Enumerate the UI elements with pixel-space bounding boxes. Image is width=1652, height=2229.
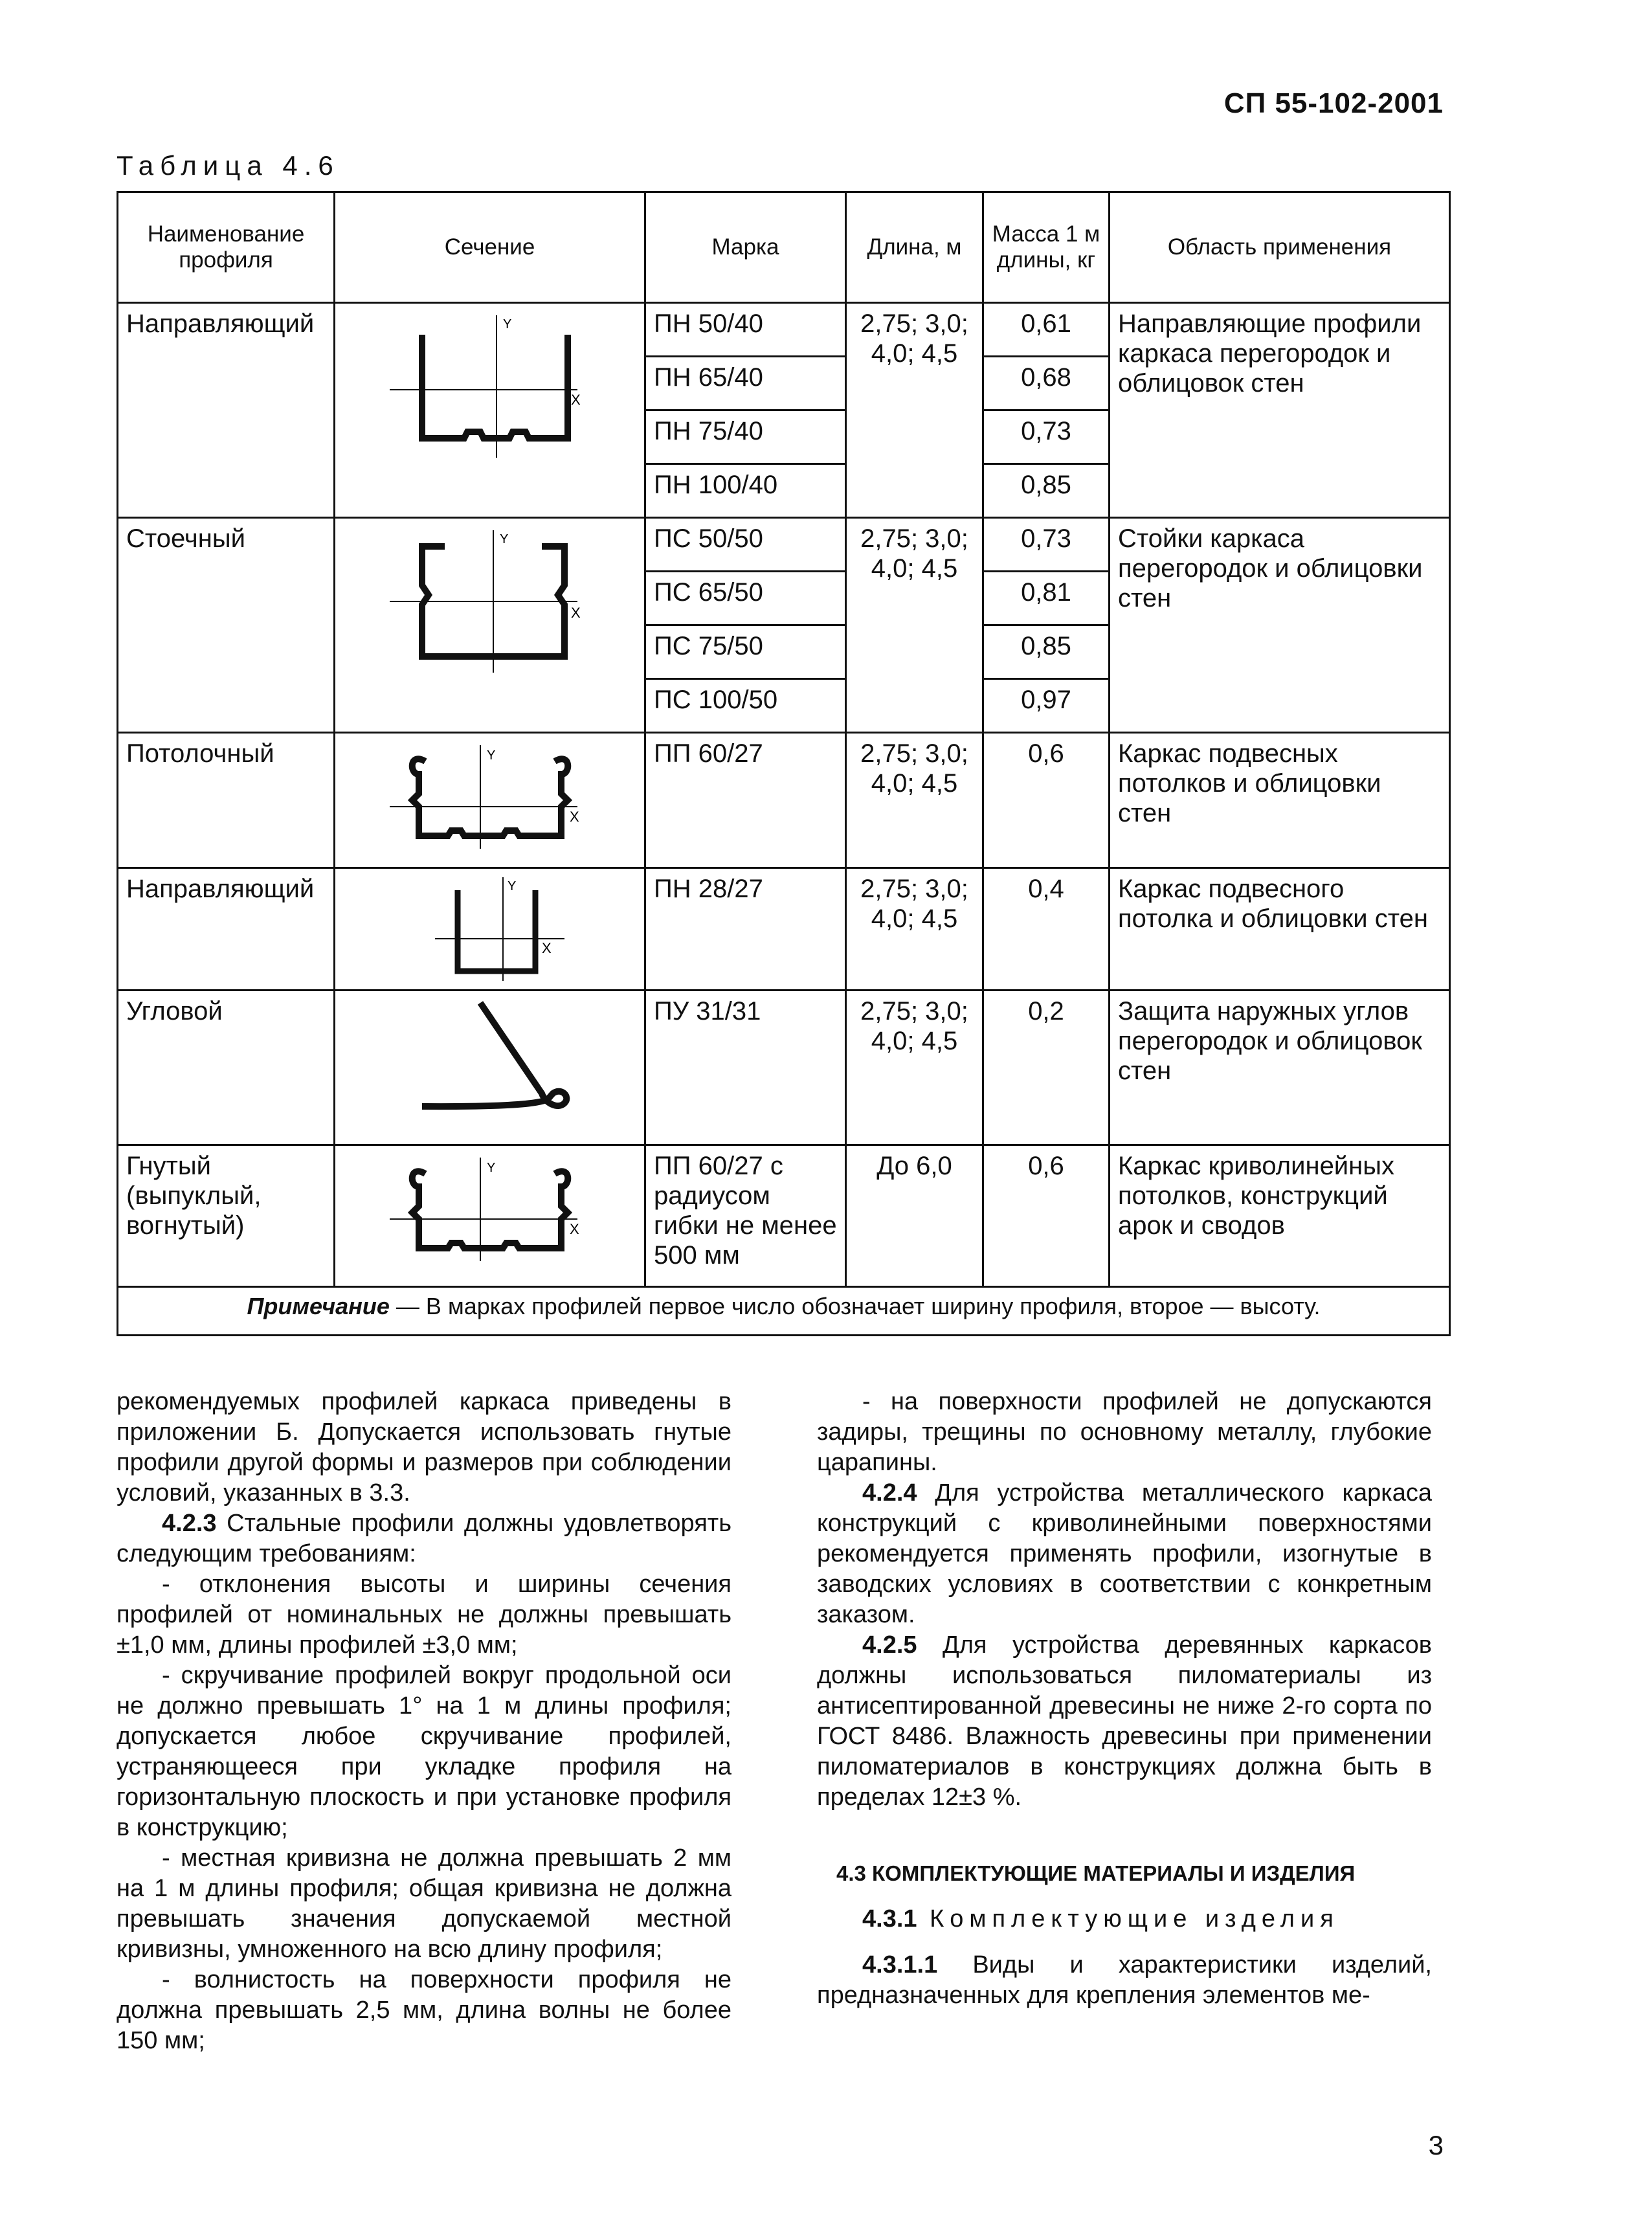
profile-name-cell: Гнутый (выпуклый, вогнутый) [118,1145,335,1287]
mark-cell: ПС 50/50 [645,518,846,572]
mark-cell: ПН 28/27 [645,868,846,991]
clause-text: Для устройства деревянных каркасов должны использоваться пиломатериалы из антисептированной древесины не ниже 2-го сорта по ГОСТ 8486. Влажность древесины при применении пиломатериалов в конструкциях должна быть в пределах 12±3 %. [817,1631,1432,1811]
profile-name-cell: Стоечный [118,518,335,733]
mark-cell: ПС 75/50 [645,625,846,679]
mass-cell: 0,85 [983,625,1110,679]
area-cell: Каркас подвесного потолка и облицовки стен [1110,868,1450,991]
paragraph: рекомендуемых профилей каркаса приведены в приложении Б. Допускается использовать гнутые профили другой формы и размеров при соблюдении условий, указанных в 3.3. [117,1388,731,1507]
mark-cell: ПН 75/40 [645,410,846,464]
mark-cell: ПН 50/40 [645,303,846,357]
page-number: 3 [1428,2130,1444,2160]
mark-cell: ПП 60/27 с радиусом гибки не менее 500 мм [645,1145,846,1287]
paragraph-4-2-3 [117,1508,731,1569]
length-cell: 2,75; 3,0; 4,0; 4,5 [846,303,983,518]
col-header-area: Область применения [1110,192,1450,303]
table-row [118,991,1450,1145]
mass-cell: 0,68 [983,357,1110,410]
paragraph-4-2-4 [817,1478,1432,1630]
mass-cell: 0,61 [983,303,1110,357]
mark-cell: ПУ 31/31 [645,991,846,1145]
mark-cell: ПС 65/50 [645,572,846,625]
profile-name-cell: Потолочный [118,733,335,868]
mass-cell: 0,73 [983,410,1110,464]
axis-label-y: Y [486,1161,495,1175]
table-title: Таблица 4.6 [117,150,340,181]
section-cell [335,1145,645,1287]
table-row [118,868,1450,991]
area-cell: Направляющие профили каркаса перегородок и облицовок стен [1110,303,1450,518]
table-row [118,733,1450,868]
mass-cell: 0,97 [983,679,1110,733]
axis-label-y: Y [499,532,508,546]
section-cell [335,303,645,518]
section-cell [335,733,645,868]
u-guide-profile-icon [383,309,597,464]
clause-number: 4.2.4 [862,1479,917,1507]
table-header-row [118,192,1450,303]
clause-text: Виды и характеристики изделий, предназначенных для крепления элементов ме- [817,1951,1432,2009]
requirement-item: - скручивание профилей вокруг продольной оси не должно превышать 1° на 1 м длины профиля; допускается любое скручивание профилей, устраняющееся при укладке профиля на горизонтальную плоскость и при установке профиля в конструкцию; [117,1662,731,1841]
requirement-item: - на поверхности профилей не допускаются задиры, трещины по основному металлу, глубокие царапины. [817,1388,1432,1476]
axis-label-x: X [569,809,579,825]
table-row [118,518,1450,572]
subsection-4-3-1 [817,1904,1432,1934]
table-row [118,1145,1450,1287]
clause-number: 4.3.1 [862,1905,917,1932]
length-cell: 2,75; 3,0; 4,0; 4,5 [846,518,983,733]
profiles-table [117,191,1451,1336]
col-header-section: Сечение [335,192,645,303]
col-header-length: Длина, м [846,192,983,303]
area-cell: Стойки каркаса перегородок и облицовки стен [1110,518,1450,733]
document-code: СП 55-102-2001 [1223,87,1444,119]
mark-cell: ПП 60/27 [645,733,846,868]
section-cell [335,518,645,733]
length-cell: 2,75; 3,0; 4,0; 4,5 [846,991,983,1145]
axis-label-y: Y [486,748,495,763]
col-header-mark: Марка [645,192,846,303]
section-heading-4-3: 4.3 КОМПЛЕКТУЮЩИЕ МАТЕРИАЛЫ И ИЗДЕЛИЯ [836,1861,1356,1885]
mark-cell: ПН 100/40 [645,464,846,518]
col-header-name: Наименование профиля [118,192,335,303]
paragraph-4-2-5 [817,1630,1432,1813]
mass-cell: 0,2 [983,991,1110,1145]
requirement-item: - отклонения высоты и ширины сечения профилей от номинальных не должны превышать ±1,0 мм, длины профилей ±3,0 мм; [117,1571,731,1659]
mark-cell: ПС 100/50 [645,679,846,733]
clause-text: Стальные профили должны удовлетворять следующим требованиям: [117,1510,731,1567]
corner-profile-icon [383,996,597,1132]
clause-text: Комплектующие изделия [917,1905,1339,1932]
area-cell: Каркас подвесных потолков и облицовки стен [1110,733,1450,868]
right-text-column [817,1387,1432,2011]
small-u-guide-profile-icon [409,874,571,984]
axis-label-x: X [541,940,552,956]
c-stud-profile-icon [383,524,597,679]
profile-name-cell: Направляющий [118,868,335,991]
axis-label-x: X [570,392,581,408]
table-row [118,303,1450,357]
mass-cell: 0,85 [983,464,1110,518]
area-cell: Защита наружных углов перегородок и облицовок стен [1110,991,1450,1145]
clause-number: 4.2.5 [862,1631,917,1659]
clause-text: Для устройства металлического каркаса конструкций с криволинейными поверхностями рекомендуется применять профили, изогнутые в заводских условиях в соответствии с конкретным заказом. [817,1479,1432,1628]
length-cell: 2,75; 3,0; 4,0; 4,5 [846,733,983,868]
note-text: — В марках профилей первое число обозначает ширину профиля, второе — высоту. [389,1293,1321,1319]
table-note-row [118,1287,1450,1336]
mass-cell: 0,81 [983,572,1110,625]
ceiling-profile-icon [383,739,597,855]
col-header-mass: Масса 1 м длины, кг [983,192,1110,303]
paragraph-4-3-1-1 [817,1950,1432,2011]
mass-cell: 0,4 [983,868,1110,991]
section-cell [335,991,645,1145]
area-cell: Каркас криволинейных потолков, конструкций арок и сводов [1110,1145,1450,1287]
mass-cell: 0,6 [983,733,1110,868]
section-cell [335,868,645,991]
requirement-item: - волнистость на поверхности профиля не должна превышать 2,5 мм, длина волны не более 150 мм; [117,1966,731,2054]
mass-cell: 0,73 [983,518,1110,572]
length-cell: До 6,0 [846,1145,983,1287]
length-cell: 2,75; 3,0; 4,0; 4,5 [846,868,983,991]
clause-number: 4.3.1.1 [862,1951,938,1978]
axis-label-x: X [569,1221,579,1237]
requirement-item: - местная кривизна не должна превышать 2 мм на 1 м длины профиля; общая кривизна не должна превышать значения допускаемой местной кривизны, умноженного на всю длину профиля; [117,1844,731,1963]
left-text-column [117,1387,731,2056]
axis-label-y: Y [507,879,516,893]
profile-name-cell: Направляющий [118,303,335,518]
clause-number: 4.2.3 [162,1510,217,1537]
axis-label-y: Y [502,317,511,331]
profile-name-cell: Угловой [118,991,335,1145]
note-label: Примечание [247,1293,390,1319]
table-note [118,1287,1450,1336]
bent-profile-icon [383,1151,597,1268]
mass-cell: 0,6 [983,1145,1110,1287]
mark-cell: ПН 65/40 [645,357,846,410]
axis-label-x: X [570,605,581,621]
